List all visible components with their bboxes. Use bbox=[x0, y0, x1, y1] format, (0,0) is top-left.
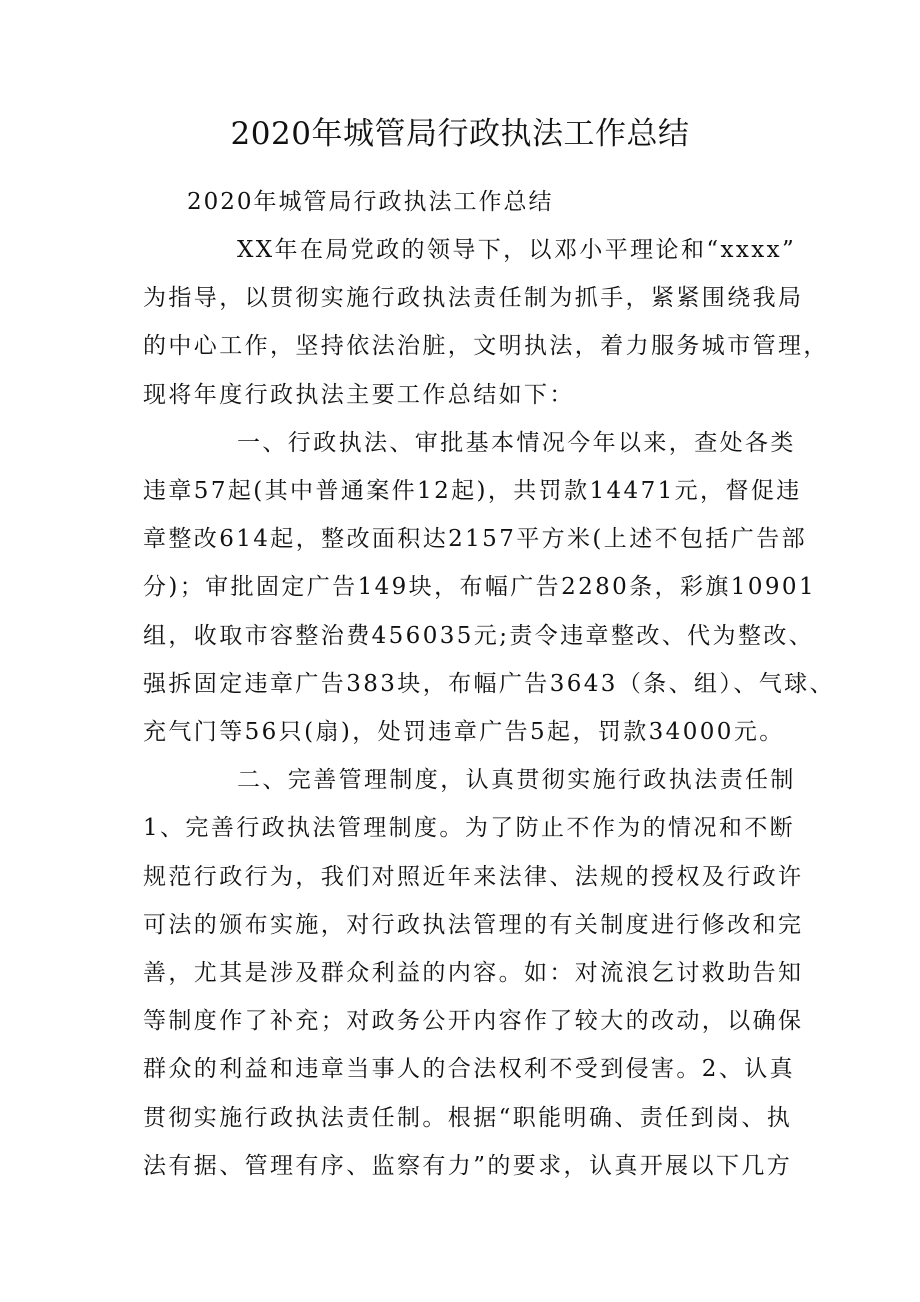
body-line: 分)；审批固定广告149块，布幅广告2280条，彩旗10901 bbox=[143, 574, 816, 600]
body-line: 组，收取市容整治费456035元;责令违章整改、代为整改、 bbox=[143, 623, 815, 649]
body-line: 群众的利益和违章当事人的合法权利不受到侵害。2、认真 bbox=[143, 1056, 796, 1082]
body-line: 善，尤其是涉及群众利益的内容。如：对流浪乞讨救助告知 bbox=[143, 960, 804, 986]
body-line: 二、完善管理制度，认真贯彻实施行政执法责任制 bbox=[237, 767, 796, 793]
body-line: 可法的颁布实施，对行政执法管理的有关制度进行修改和完 bbox=[143, 912, 804, 938]
body-line: 现将年度行政执法主要工作总结如下： bbox=[143, 382, 575, 408]
body-line: 1、完善行政执法管理制度。为了防止不作为的情况和不断 bbox=[143, 815, 796, 841]
body-line: 为指导，以贯彻实施行政执法责任制为抓手，紧紧围绕我局 bbox=[143, 285, 804, 311]
body-line: 强拆固定违章广告383块，布幅广告3643（条、组）、气球、 bbox=[143, 671, 835, 697]
document-subtitle: 2020年城管局行政执法工作总结 bbox=[187, 189, 554, 215]
body-line: 的中心工作，坚持依法治脏，文明执法，着力服务城市管理， bbox=[143, 333, 829, 359]
body-line: 等制度作了补充；对政务公开内容作了较大的改动，以确保 bbox=[143, 1008, 804, 1034]
body-line: 贯彻实施行政执法责任制。根据“职能明确、责任到岗、执 bbox=[143, 1105, 793, 1131]
body-line: 充气门等56只(扇)，处罚违章广告5起，罚款34000元。 bbox=[143, 719, 785, 745]
body-line: 一、行政执法、审批基本情况今年以来，查处各类 bbox=[237, 430, 796, 456]
body-line: 违章57起(其中普通案件12起)，共罚款14471元，督促违 bbox=[143, 478, 802, 504]
body-line: 章整改614起，整改面积达2157平方米(上述不包括广告部 bbox=[143, 526, 808, 552]
body-line: 法有据、管理有序、监察有力”的要求，认真开展以下几方 bbox=[143, 1153, 793, 1179]
document-title: 2020年城管局行政执法工作总结 bbox=[230, 116, 690, 152]
body-line: XX年在局党政的领导下，以邓小平理论和“xxxx” bbox=[237, 237, 797, 263]
body-line: 规范行政行为，我们对照近年来法律、法规的授权及行政许 bbox=[143, 864, 804, 890]
